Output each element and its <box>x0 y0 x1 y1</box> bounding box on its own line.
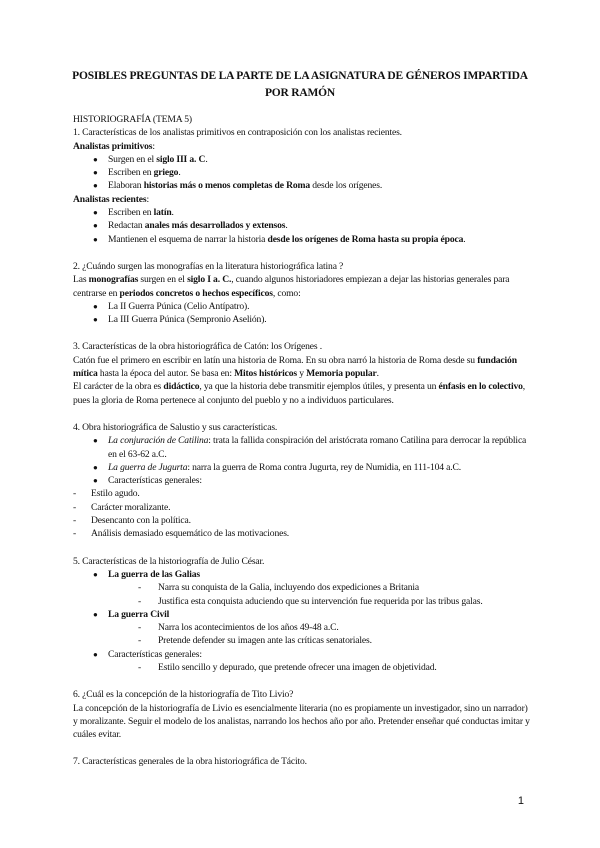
primitivos-list <box>73 153 533 193</box>
list-item: - Pretende defender su imagen ante las críticas senatoriales. <box>138 634 533 647</box>
cesar-list <box>73 568 533 674</box>
list-item: ● Características generales: - Estilo sencillo y depurado, que pretende ofrecer una imagen de objetividad. <box>93 648 533 675</box>
question-2: 2. ¿Cuándo surgen las monografías en la literatura historiográfica latina ? <box>73 260 344 272</box>
general-sublist <box>108 661 533 674</box>
list-item: ● La guerra de Jugurta: narra la guerra de Roma contra Jugurta, rey de Numidia, en 111-104 a.C. <box>93 461 533 474</box>
recientes-label: Analistas recientes: <box>73 193 149 205</box>
question-3: 3. Características de la obra historiográfica de Catón: los Orígenes . <box>73 341 322 353</box>
civil-sublist <box>108 621 533 648</box>
monografias-list <box>73 300 533 327</box>
list-item: ● Mantienen el esquema de narrar la historia desde los orígenes de Roma hasta su propia época. <box>93 233 533 246</box>
recientes-list <box>73 206 533 246</box>
question-1: 1. Características de los analistas primitivos en contraposición con los analistas recientes. <box>73 127 402 139</box>
list-item: ● Surgen en el siglo III a. C. <box>93 153 533 166</box>
list-item: - Justifica esta conquista aduciendo que su intervención fue requerida por las tribus galas. <box>138 595 533 608</box>
list-item: - Análisis demasiado esquemático de las motivaciones. <box>73 527 533 540</box>
list-item: ● La conjuración de Catilina: trata la fallida conspiración del aristócrata romano Catilina para derrocar la república en el 63-62 a.C. <box>93 434 533 461</box>
list-item: - Carácter moralizante. <box>73 501 533 514</box>
list-item: ● Escriben en griego. <box>93 166 533 179</box>
list-item: - Narra los acontecimientos de los años 49-48 a.C. <box>138 621 533 634</box>
question-7: 7. Características generales de la obra historiográfica de Tácito. <box>73 756 307 768</box>
page-number: 1 <box>517 795 524 807</box>
primitivos-label: Analistas primitivos: <box>73 140 155 152</box>
question-4: 4. Obra historiográfica de Salustio y sus características. <box>73 421 278 433</box>
galias-sublist <box>108 581 533 608</box>
question-6: 6. ¿Cuál es la concepción de la historiografía de Tito Livio? <box>73 689 294 701</box>
answer-3-paragraph-2: El carácter de la obra es didáctico, ya que la historia debe transmitir ejemplos útiles, y presenta un énfasis en lo colectivo, pues la gloria de Roma pertenece al conjunto del pueblo y no a individuos particulares. <box>73 381 526 406</box>
list-item: ● Redactan anales más desarrollados y extensos. <box>93 219 533 232</box>
section-heading: HISTORIOGRAFÍA (TEMA 5) <box>73 114 192 125</box>
question-5: 5. Características de la historiografía de Julio César. <box>73 555 265 567</box>
answer-3-paragraph-1: Catón fue el primero en escribir en latín una historia de Roma. En su obra narró la historia de Roma desde su fundación mítica hasta la época del autor. Se basa en: Mitos históricos y Memoria popular. <box>73 354 517 380</box>
list-item: - Estilo sencillo y depurado, que pretende ofrecer una imagen de objetividad. <box>138 661 533 674</box>
list-item: ● La III Guerra Púnica (Sempronio Aselión). <box>93 313 533 326</box>
document-body <box>73 113 533 769</box>
list-item: - Narra su conquista de la Galia, incluyendo dos expediciones a Britania <box>138 581 533 594</box>
salustio-characteristics-list <box>73 487 533 540</box>
list-item: ● La II Guerra Púnica (Celio Antípatro). <box>93 300 533 313</box>
salustio-works-list <box>73 434 533 487</box>
page-title: POSIBLES PREGUNTAS DE LA PARTE DE LA ASIGNATURA DE GÉNEROS IMPARTIDA POR RAMÓN <box>72 70 528 99</box>
answer-2: Las monografías surgen en el siglo I a. C., cuando algunos historiadores empiezan a dejar las historias generales para centrarse en periodos concretos o hechos específicos, como: <box>73 274 510 299</box>
list-item: ● Características generales: <box>93 474 533 487</box>
list-item: ● La guerra Civil - Narra los acontecimientos de los años 49-48 a.C. - Pretende defender su imagen ante las críticas senatoriales. <box>93 608 533 648</box>
list-item: - Estilo agudo. <box>73 487 533 500</box>
list-item: ● La guerra de las Galias - Narra su conquista de la Galia, incluyendo dos expediciones a Britania - Justifica esta conquista aduciendo que su intervención fue requerida por las tribus galas. <box>93 568 533 608</box>
list-item: - Desencanto con la política. <box>73 514 533 527</box>
list-item: ● Escriben en latín. <box>93 206 533 219</box>
answer-6: La concepción de la historiografía de Livio es esencialmente literaria (no es propiamente un investigador, sino un narrador) y moralizante. Seguir el modelo de los analistas, narrando los hechos año por año. Pretender enseñar qué conductas imitar y cuáles evitar. <box>73 702 530 741</box>
list-item: ● Elaboran historias más o menos completas de Roma desde los orígenes. <box>93 179 533 192</box>
